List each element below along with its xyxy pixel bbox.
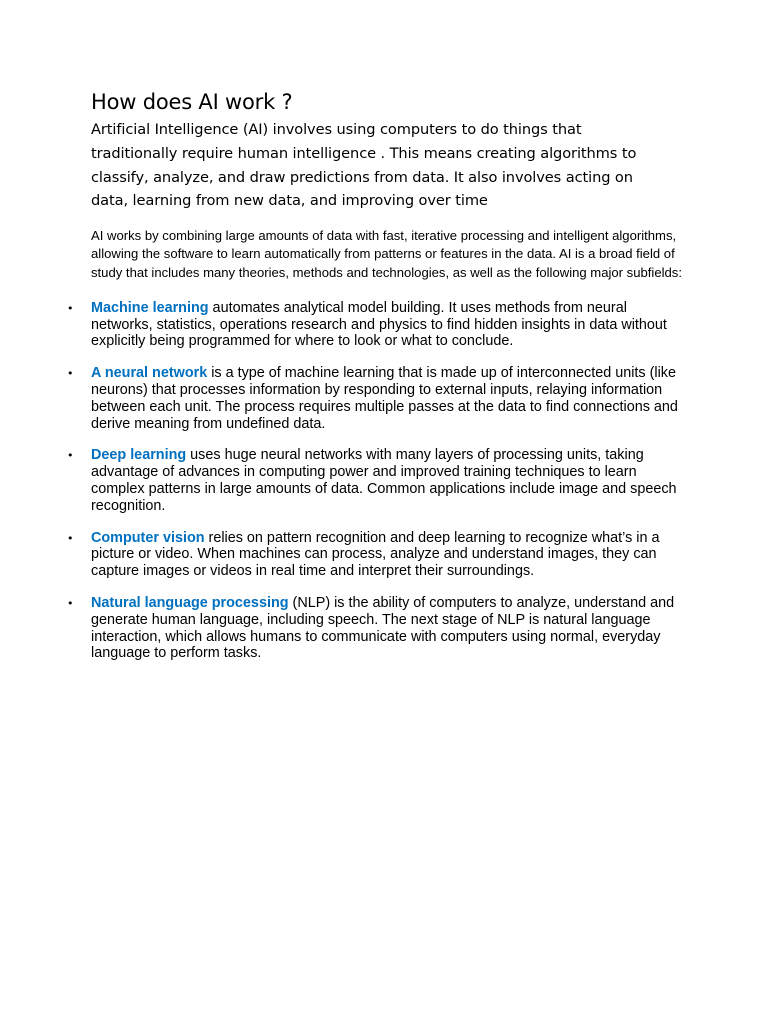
subfield-description: relies on pattern recognition and deep learning to recognize what’s in a picture or video. When machines can process, analyze and understand images, they can capture images or videos in real time and interpret their surroundings. — [91, 529, 660, 580]
subfields-list — [67, 299, 691, 662]
subfield-description: automates analytical model building. It uses methods from neural networks, statistics, operations research and physics to find hidden insights in data without explicitly being programmed for where to look or what to conclude. — [91, 299, 667, 350]
bullet-icon: • — [67, 301, 74, 315]
subfield-term: Deep learning — [91, 447, 187, 464]
subfield-term: Computer vision — [91, 529, 205, 546]
list-item — [67, 299, 681, 350]
bullet-icon: • — [67, 596, 74, 610]
list-item — [67, 447, 681, 514]
list-item — [67, 529, 681, 580]
bullet-icon: • — [67, 367, 74, 381]
document-content — [67, 88, 691, 677]
subfield-description: (NLP) is the ability of computers to analyze, understand and generate human language, including speech. The next stage of NLP is natural language interaction, which allows humans to communicate with computers using normal, everyday language to perform tasks. — [91, 594, 675, 662]
body-paragraph: AI works by combining large amounts of data with fast, iterative processing and intelligent algorithms, allowing the software to learn automatically from patterns or features in the data. AI is a broad field of study that includes many theories, methods and technologies, as well as the following major subfields: — [91, 228, 682, 280]
bullet-icon: • — [67, 531, 74, 545]
intro-paragraph: Artificial Intelligence (AI) involves using computers to do things that traditionally require human intelligence . This means creating algorithms to classify, analyze, and draw predictions from data. It also involves acting on data, learning from new data, and improving over time — [91, 121, 637, 210]
subfield-term: A neural network — [91, 365, 208, 382]
subfield-term: Natural language processing — [91, 594, 289, 611]
bullet-icon: • — [67, 449, 74, 463]
subfield-term: Machine learning — [91, 299, 209, 316]
subfield-description: uses huge neural networks with many layers of processing units, taking advantage of advances in computing power and improved training techniques to learn complex patterns in large amounts of data. Common applications include image and speech recognition. — [91, 447, 677, 514]
page-title: How does AI work ? — [91, 90, 293, 114]
subfield-description: is a type of machine learning that is made up of interconnected units (like neurons) that processes information by responding to external inputs, relaying information between each unit. The process requires multiple passes at the data to find connections and derive meaning from undefined data. — [91, 365, 678, 432]
list-item — [67, 594, 681, 662]
list-item — [67, 365, 681, 432]
